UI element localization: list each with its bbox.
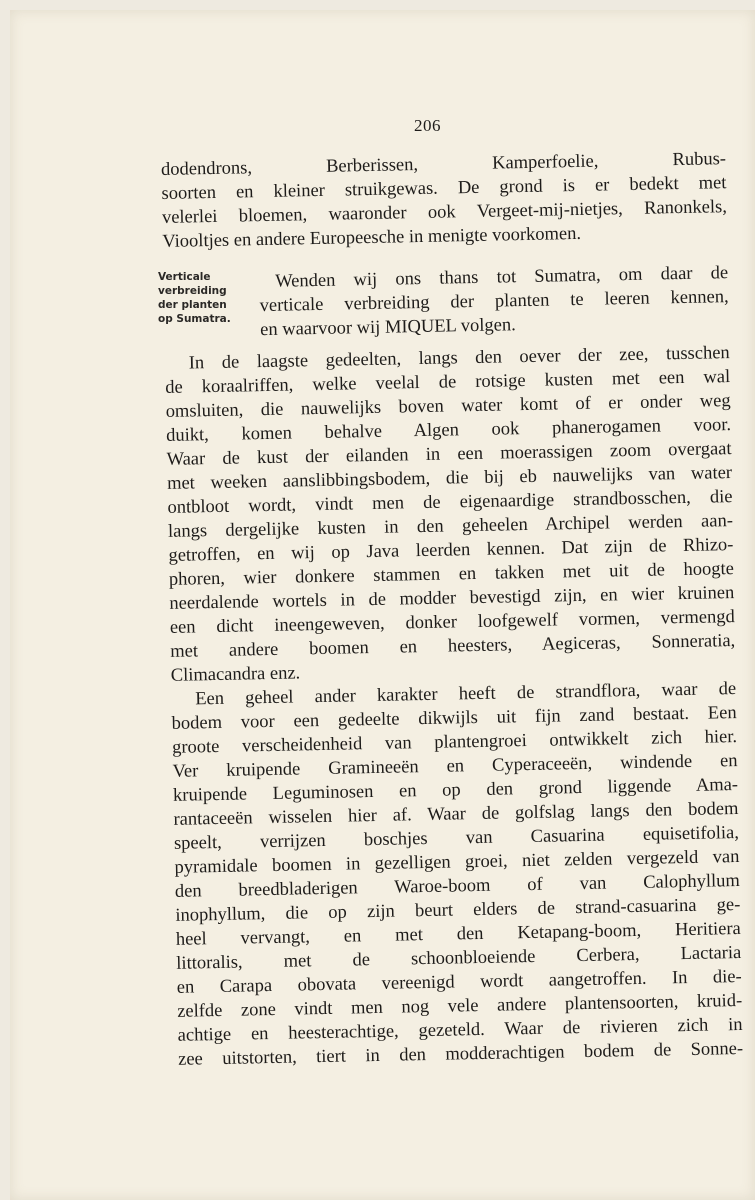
margin-note <box>158 270 258 326</box>
text-line: groote verscheidenheid van plantengroei ontwikkelt zich hier. <box>171 727 738 758</box>
text-line: de koraalriffen, welke veelal de rotsige kusten met een wal <box>165 367 731 398</box>
text-line: bodem voor een gedeelte dikwijls uit fijn zand bestaat. Een <box>171 703 737 734</box>
text-line: Viooltjes en andere Europeesche in menigte voorkomen. <box>162 223 582 252</box>
book-page <box>10 10 755 1200</box>
text-line: pyramidale boomen in gezelligen groei, niet zelden vergezeld van <box>174 846 740 878</box>
text-line: Een geheel ander karakter heeft de strandflora, waar de <box>195 679 737 710</box>
text-line: ontbloot wordt, vindt men de eigenaardige strandbosschen, die <box>167 487 733 518</box>
text-line: met weeken aanslibbingsbodem, die bij eb nauwelijks van water <box>166 463 733 494</box>
page-number: 206 <box>414 116 441 135</box>
text-line: langs dergelijke kusten in den geheelen Archipel werden aan- <box>167 511 734 542</box>
text-line: zee uitstorten, tiert in den modderachtigen bodem de Sonne- <box>177 1038 744 1070</box>
text-line: Climacandra enz. <box>170 663 301 686</box>
margin-note-line: Verticale <box>158 271 211 283</box>
text-line: en waarvoor wij MIQUEL volgen. <box>259 315 516 341</box>
text-line: velerlei bloemen, waaronder ook Vergeet-mij-nietjes, Ranonkels, <box>161 197 728 228</box>
text-line: verticale verbreiding der planten te leeren kennen, <box>259 287 729 317</box>
text-line: en Carapa obovata vereenigd wordt aangetroffen. In die- <box>176 966 742 998</box>
text-line: kruipende Leguminosen en op den grond liggende Ama- <box>172 775 739 806</box>
text-line: Wenden wij ons thans tot Sumatra, om daar de <box>275 263 729 292</box>
margin-note-line: verbreiding <box>158 285 227 297</box>
text-line: soorten en kleiner struikgewas. De grond is er bedekt met <box>161 173 727 204</box>
text-line: littoralis, met de schoonbloeiende Cerbera, Lactaria <box>176 942 742 974</box>
margin-note-line: op Sumatra. <box>158 313 231 325</box>
text-line: phoren, wier donkere stammen en takken met uit de hoogte <box>168 559 735 590</box>
text-line: duikt, komen behalve Algen ook phanerogamen voor. <box>165 415 732 446</box>
text-line: Waar de kust der eilanden in een moerassigen zoom overgaat <box>166 439 732 470</box>
text-line: inophyllum, die op zijn beurt elders de strand-casuarina ge- <box>175 894 741 926</box>
text-line: Ver kruipende Gramineeën en Cyperaceeën, windende en <box>172 751 738 782</box>
text-line: den breedbladerigen Waroe-boom of van Calophyllum <box>174 870 741 902</box>
text-line: zelfde zone vindt men nog vele andere plantensoorten, kruid- <box>177 990 743 1022</box>
text-line: In de laagste gedeelten, langs den oever der zee, tusschen <box>188 343 730 374</box>
text-line: dodendrons, Berberissen, Kamperfoelie, Rubus- <box>160 149 727 180</box>
text-line: met andere boomen en heesters, Aegiceras, Sonneratia, <box>170 631 736 662</box>
text-line: een dicht ineengeweven, donker loofgewelf vormen, vermengd <box>169 607 735 638</box>
text-line: speelt, verrijzen boschjes van Casuarina equisetifolia, <box>173 823 740 854</box>
text-line: neerdalende wortels in de modder bevestigd zijn, en wier kruinen <box>169 583 735 614</box>
text-line: rantaceeën wisselen hier af. Waar de golfslag langs den bodem <box>173 799 739 830</box>
margin-note-line: der planten <box>158 299 227 311</box>
text-line: getroffen, en wij op Java leerden kennen. Dat zijn de Rhizo- <box>168 535 734 566</box>
text-line: omsluiten, die nauwelijks boven water komt of er onder weg <box>165 391 731 422</box>
text-line: achtige en heesterachtige, gezeteld. Waar de rivieren zich in <box>177 1014 743 1046</box>
text-line: heel vervangt, en met den Ketapang-boom, Heritiera <box>175 918 741 950</box>
